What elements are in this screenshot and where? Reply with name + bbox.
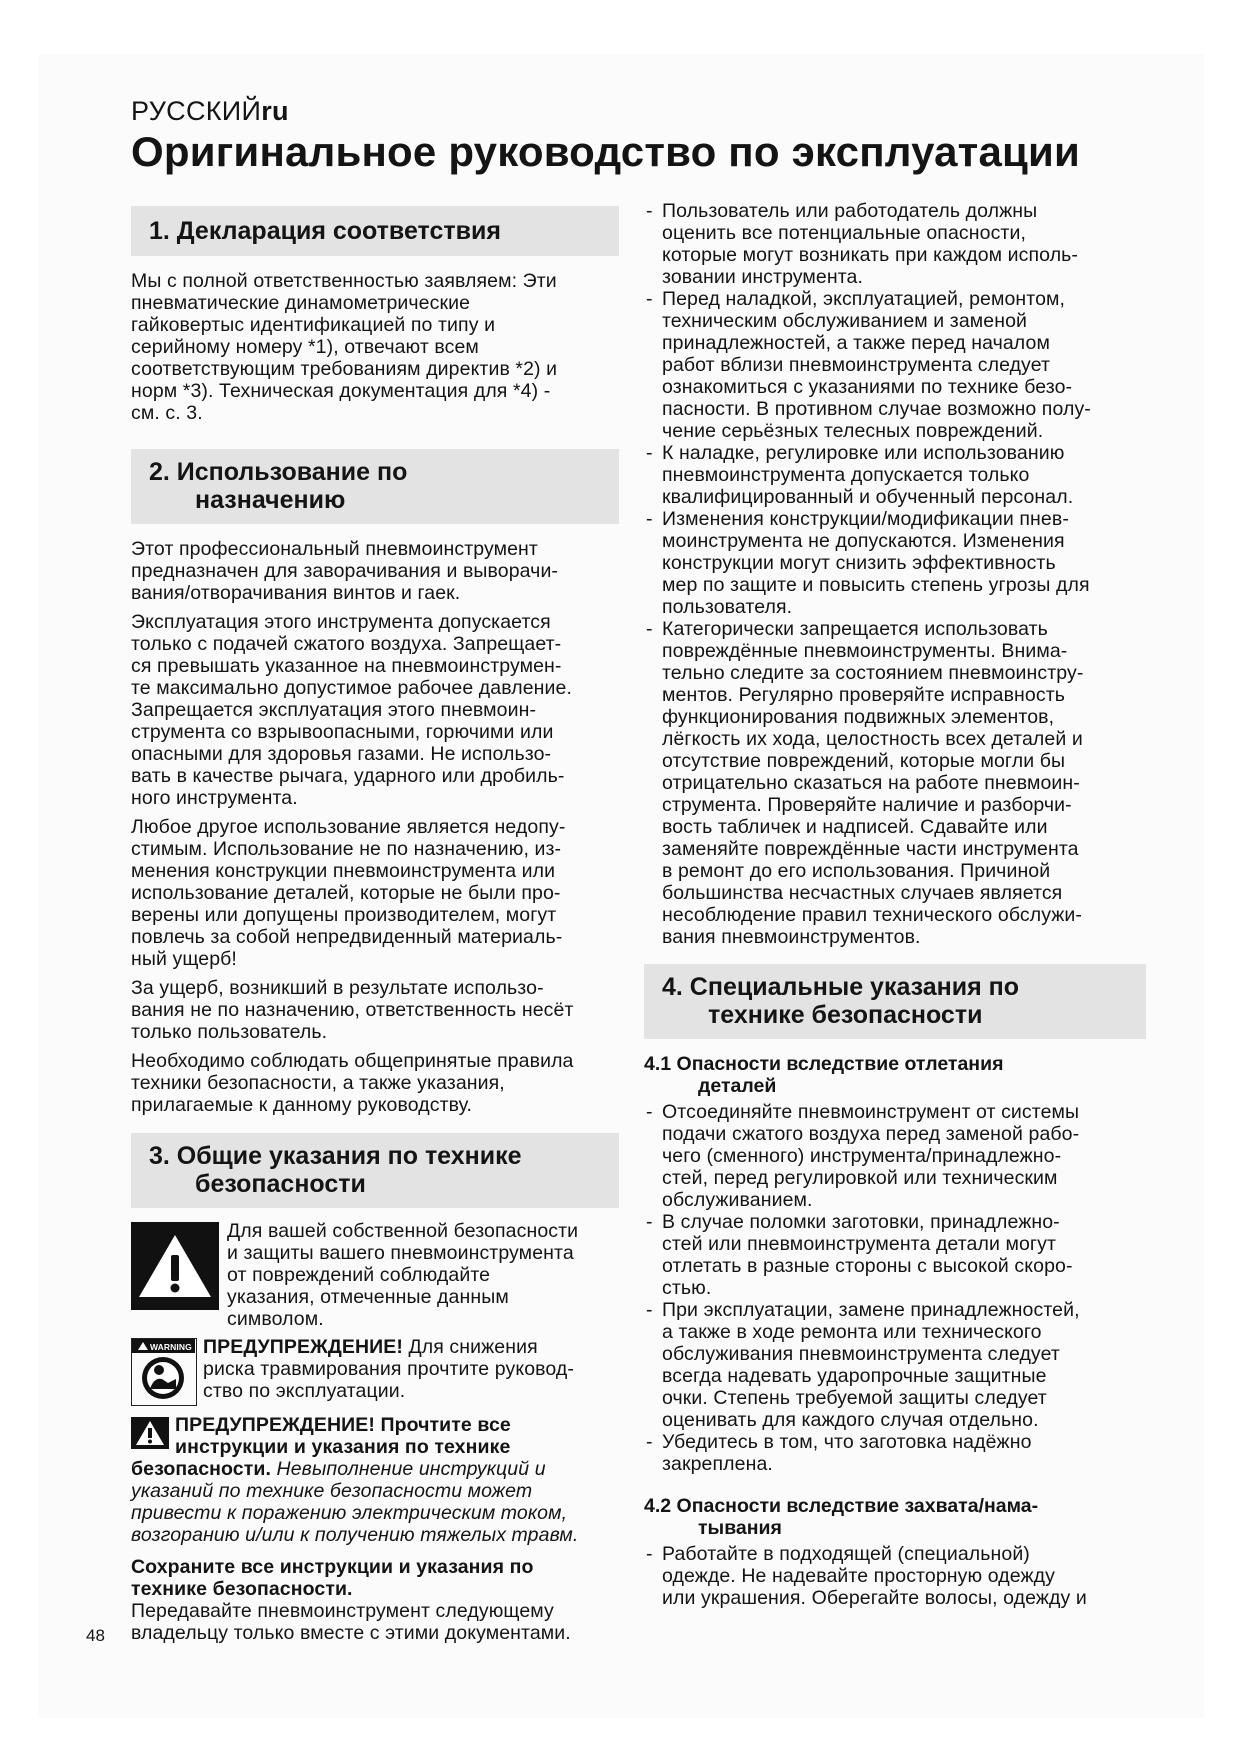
text-line: вать в качестве рычага, ударного или дробиль- [131,765,565,787]
safety-symbol-note [131,1220,619,1330]
list-item [644,1211,1144,1299]
text-line: оценивать для каждого случая отдельно. [662,1409,1039,1431]
text-line: пользователя. [662,596,793,618]
text-line: Убедитесь в том, что заготовка надёжно [662,1431,1032,1453]
document-title: Оригинальное руководство по эксплуатации [131,128,1081,175]
list-item [644,508,1144,618]
text-line: и защиты вашего пневмоинструмента [227,1242,574,1264]
text-line: стей или пневмоинструмента детали могут [662,1233,1057,1255]
text-line: стимым. Использование не по назначению, из- [131,838,562,860]
language-label: РУССКИЙru [131,96,289,126]
text-line: вость табличек и надписей. Сдавайте или [662,816,1048,838]
text-line: ный ущерб! [131,948,237,970]
text-line: отрицательно сказаться на работе пневмоин- [662,772,1080,794]
text-line: от повреждений соблюдайте [227,1264,491,1286]
subsection-4-2-heading: 4.2 Опасности вследствие захвата/нама- тывания [644,1495,1039,1539]
text-line: верены или допущены производителем, могут [131,904,557,926]
left-column [131,206,619,1644]
text-line: Пользователь или работодатель должны [662,200,1038,222]
manual-warning: WARNING ПРЕДУПРЕЖДЕНИЕ! Для снижения риска травмирования прочтите руковод- ство по эксплуатации. [131,1336,619,1406]
text-line: а также в ходе ремонта или технического [662,1321,1042,1343]
text-line: За ущерб, возникший в результате использо- [131,977,544,999]
subsection-4-1-heading: 4.1 Опасности вследствие отлетания деталей [644,1053,1004,1097]
safety-symbol-text [227,1220,578,1330]
text-line: большинства несчастных случаев является [662,882,1063,904]
section-1-text [131,270,619,424]
text-line: техники безопасности, а также указания, [131,1072,505,1094]
text-line: закреплена. [662,1453,773,1475]
text-line: символом. [227,1308,324,1330]
text-line: моинструмента не допускаются. Изменения [662,530,1065,552]
text-line: Запрещается эксплуатация этого пневмоин- [131,699,537,721]
svg-text:WARNING: WARNING [150,1342,192,1352]
text-line: чего (сменного) инструмента/принадлежно- [662,1145,1062,1167]
text-line: заменяйте повреждённые части инструмента [662,838,1079,860]
text-line: обслуживания пневмоинструмента следует [662,1343,1060,1365]
text-line: несоблюдение правил технического обслужи- [662,904,1082,926]
list-item [644,1101,1144,1211]
text-line: указания, отмеченные данным [227,1286,509,1308]
list-item [644,1431,1144,1475]
list-item [644,442,1144,508]
right-column [644,200,1144,1609]
subsection-4-2-list [644,1543,1144,1609]
text-line: повлечь за собой непредвиденный материаль- [131,926,563,948]
text-line: ментов. Регулярно проверяйте исправность [662,684,1066,706]
text-line: отлетать в разные стороны с высокой скоро- [662,1255,1073,1277]
text-line: соответствующим требованиям директив *2) и [131,358,558,380]
text-line: одежде. Не надевайте просторную одежду [662,1565,1055,1587]
text-line: вания/отворачивания винтов и гаек. [131,582,461,604]
text-line: ного инструмента. [131,787,298,809]
text-line: вания пневмоинструментов. [662,926,921,948]
section-1-heading: 1. Декларация соответствия [131,206,619,256]
text-line: чение серьёзных телесных повреждений. [662,420,1044,442]
section-2-paragraph [131,977,619,1043]
read-instructions-warning: ПРЕДУПРЕЖДЕНИЕ! Прочтите все инструкции и указания по технике безопасности. Невыполнение инструкций и указаний по технике безопасности может привести к поражению электрическим током, возгоранию и/или к получению тяжелых травм. [131,1414,579,1546]
text-line: повреждённые пневмоинструменты. Внима- [662,640,1068,662]
text-line: стей, перед регулировкой или техническим [662,1167,1058,1189]
text-line: принадлежностей, а также перед началом [662,332,1050,354]
text-line: зовании инструмента. [662,266,864,288]
text-line: менения конструкции пневмоинструмента или [131,860,556,882]
text-line: Отсоединяйте пневмоинструмент от системы [662,1101,1080,1123]
text-line: ся превышать указанное на пневмоинструмен- [131,655,562,677]
text-line: Категорически запрещается использовать [662,618,1048,640]
text-line: пневмоинструмента допускается только [662,464,1030,486]
text-line: лёгкость их хода, целостность всех деталей и [662,728,1083,750]
text-line: стью. [662,1277,712,1299]
list-item [644,618,1144,948]
text-line: Работайте в подходящей (специальной) [662,1543,1030,1565]
text-line: указаний по технике безопасности может [131,1480,533,1502]
text-line: опасными для здоровья газами. Не использо- [131,743,552,765]
text-line: При эксплуатации, замене принадлежностей, [662,1299,1080,1321]
text-line: Эксплуатация этого инструмента допускается [131,611,551,633]
subsection-4-1-list [644,1101,1144,1475]
list-item [644,1543,1144,1609]
text-line: конструкции могут снизить эффективность [662,552,1056,574]
text-line: в ремонт до его использования. Причиной [662,860,1051,882]
section-4-heading: 4. Специальные указания по технике безопасности [644,964,1146,1039]
text-line: серийному номеру *1), отвечают всем [131,336,479,358]
text-line: пасности. В противном случае возможно полу- [662,398,1091,420]
text-line: работ вблизи пневмоинструмента следует [662,354,1051,376]
section-2-paragraph [131,611,619,809]
section-2-heading: 2. Использование по назначению [131,449,619,524]
text-line: Любое другое использование является недопу- [131,816,566,838]
list-item [644,200,1144,288]
text-line: ознакомиться с указаниями по технике безо- [662,376,1073,398]
text-line: вания не по назначению, ответственность несёт [131,999,574,1021]
text-line: возгоранию и/или к получению тяжелых травм. [131,1524,579,1546]
text-line: см. с. 3. [131,402,203,424]
text-line: Перед наладкой, эксплуатацией, ремонтом, [662,288,1066,310]
text-line: предназначен для заворачивания и выворачи- [131,560,559,582]
page-number: 48 [86,1626,105,1645]
text-line: привести к поражению электрическим током, [131,1502,568,1524]
text-line: использование деталей, которые не были про- [131,882,561,904]
text-line: Передавайте пневмоинструмент следующему [131,1600,554,1622]
text-line: функционирования подвижных элементов, [662,706,1055,728]
text-line: которые могут возникать при каждом исполь- [662,244,1079,266]
text-line: квалифицированный и обученный персонал. [662,486,1074,508]
section-2-paragraph [131,538,619,604]
text-line: струмента. Проверяйте наличие и разборчи- [662,794,1072,816]
list-item [644,1299,1144,1431]
text-line: или украшения. Оберегайте волосы, одежду и [662,1587,1087,1609]
text-line: отсутствие повреждений, которые могли бы [662,750,1066,772]
warning-triangle-icon [131,1222,219,1310]
section-2-paragraph [131,1050,619,1116]
text-line: гайковертыс идентификацией по типу и [131,314,496,336]
text-line: В случае поломки заготовки, принадлежно- [662,1211,1060,1233]
text-line: Для вашей собственной безопасности [227,1220,579,1242]
text-line: оценить все потенциальные опасности, [662,222,1026,244]
text-line: мер по защите и повысить степень угрозы для [662,574,1090,596]
text-line: техническим обслуживанием и заменой [662,310,1028,332]
text-line: К наладке, регулировке или использованию [662,442,1065,464]
text-line: прилагаемые к данному руководству. [131,1094,473,1116]
section-3-heading: 3. Общие указания по технике безопасности [131,1133,619,1208]
text-line: ство по эксплуатации. [203,1380,406,1402]
general-safety-list [644,200,1144,948]
text-line: владельцу только вместе с этими документами. [131,1622,571,1644]
section-2-paragraph [131,816,619,970]
text-line: обслуживанием. [662,1189,813,1211]
text-line: струмента со взрывоопасными, горючими или [131,721,554,743]
warning-triangle-small-icon [131,1417,169,1449]
text-line: очки. Степень требуемой защиты следует [662,1387,1047,1409]
read-manual-icon [131,1338,197,1406]
text-line: норм *3). Техническая документация для *4) - [131,380,551,402]
text-line: подачи сжатого воздуха перед заменой рабо- [662,1123,1080,1145]
text-line: только пользователь. [131,1021,328,1043]
text-line: Этот профессиональный пневмоинструмент [131,538,538,560]
text-line: тельно следите за состоянием пневмоинстру- [662,662,1084,684]
list-item [644,288,1144,442]
text-line: пневматические динамометрические [131,292,471,314]
text-line: Необходимо соблюдать общепринятые правила [131,1050,574,1072]
keep-instructions-note: Сохраните все инструкции и указания по технике безопасности. Передавайте пневмоинструмент следующему владельцу только вместе с этими документами. [131,1556,571,1644]
text-line: Мы с полной ответственностью заявляем: Эти [131,270,557,292]
text-line: только с подачей сжатого воздуха. Запрещает- [131,633,562,655]
text-line: Изменения конструкции/модификации пнев- [662,508,1069,530]
text-line: риска травмирования прочтите руковод- [203,1358,574,1380]
text-line: те максимально допустимое рабочее давление. [131,677,572,699]
text-line: всегда надевать ударопрочные защитные [662,1365,1047,1387]
